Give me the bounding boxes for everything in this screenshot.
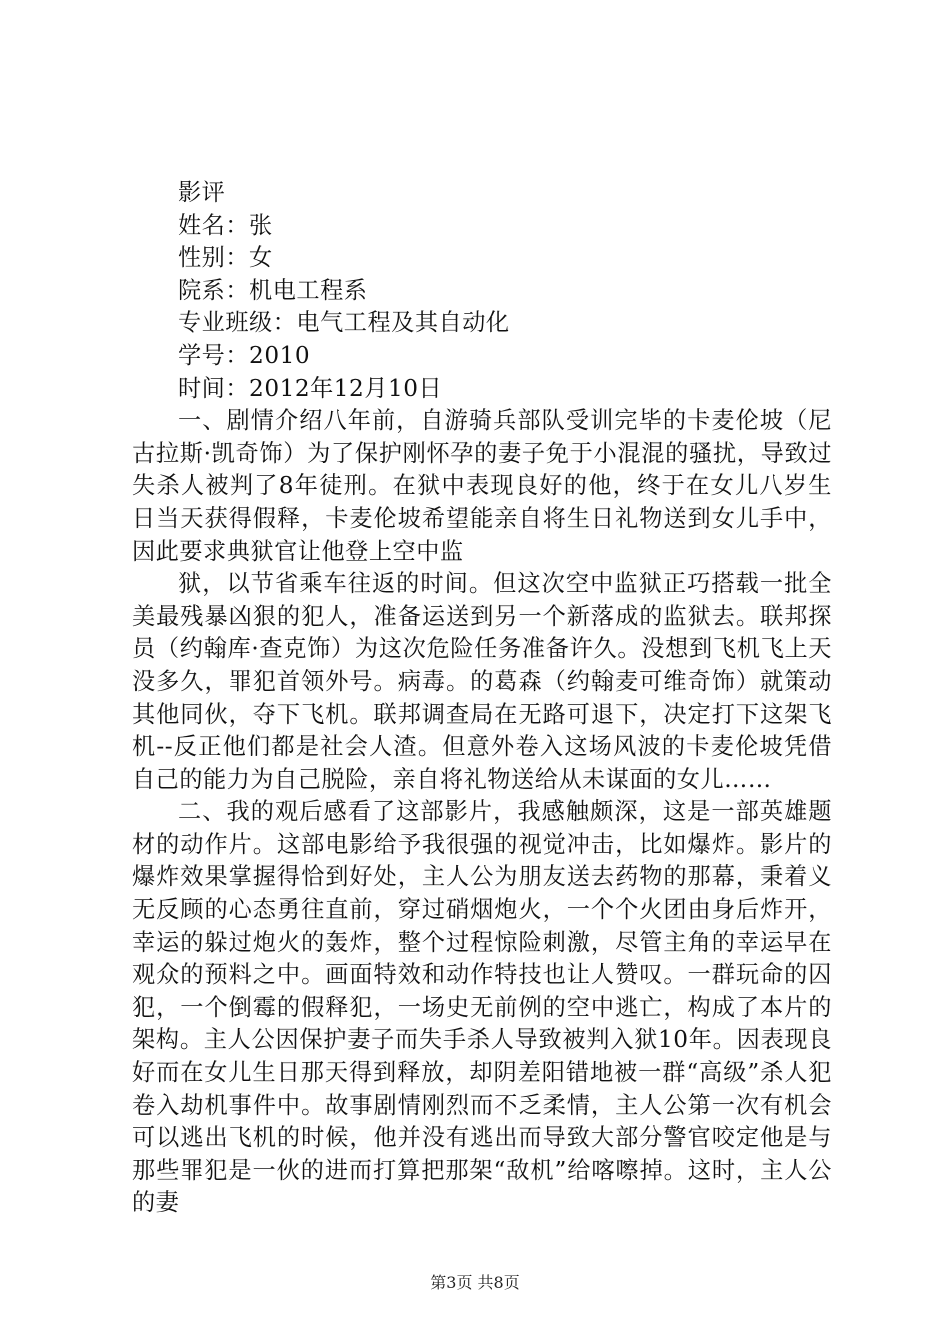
paragraph-plot-intro: 一、剧情介绍八年前，自游骑兵部队受训完毕的卡麦伦坡（尼古拉斯·凯奇饰）为了保护刚怀孕的妻子免于小混混的骚扰，导致过失杀人被判了8年徒刑。在狱中表现良好的他，终于在女儿八岁生日当天获得假释，卡麦伦坡希望能亲自将生日礼物送到女儿手中，因此要求典狱官让他登上空中监 (132, 407, 832, 565)
paragraph-review: 二、我的观后感看了这部影片，我感触颇深，这是一部英雄题材的动作片。这部电影给予我很强的视觉冲击，比如爆炸。影片的爆炸效果掌握得恰到好处，主人公为朋友送去药物的那幕，秉着义无反顾的心态勇往直前，穿过硝烟炮火，一个个火团由身后炸开，幸运的躲过炮火的轰炸，整个过程惊险刺激，尽管主角的幸运早在观众的预料之中。画面特效和动作特技也让人赞叹。一群玩命的囚犯，一个倒霉的假释犯，一场史无前例的空中逃亡，构成了本片的架构。主人公因保护妻子而失手杀人导致被判入狱10年。因表现良好而在女儿生日那天得到释放，却阴差阳错地被一群“高级”杀人犯卷入劫机事件中。故事剧情刚烈而不乏柔情，主人公第一次有机会可以逃出飞机的时候，他并没有逃出而导致大部分警官咬定他是与那些罪犯是一伙的进而打算把那架“敌机”给喀嚓掉。这时，主人公的妻 (132, 798, 832, 1217)
department-line: 院系：机电工程系 (178, 276, 368, 304)
major-class-line: 专业班级：电气工程及其自动化 (178, 309, 510, 337)
name-line: 姓名：张 (178, 211, 273, 239)
page-number-footer: 第3页 共8页 (430, 1273, 520, 1292)
time-line: 时间：2012年12月10日 (178, 374, 443, 402)
paragraph-plot-continued: 狱，以节省乘车往返的时间。但这次空中监狱正巧搭载一批全美最残暴凶狠的犯人，准备运送到另一个新落成的监狱去。联邦探员（约翰库·查克饰）为这次危险任务准备许久。没想到飞机飞上天没多久，罪犯首领外号。病毒。的葛森（约翰麦可维奇饰）就策动其他同伙，夺下飞机。联邦调查局在无路可退下，决定打下这架飞机--反正他们都是社会人渣。但意外卷入这场风波的卡麦伦坡凭借自己的能力为自己脱险，亲自将礼物送给从未谋面的女儿…… (132, 570, 832, 793)
student-id-line: 学号：2010 (178, 341, 311, 369)
doc-title: 影评 (178, 179, 226, 206)
gender-line: 性别：女 (178, 244, 273, 272)
document-body (132, 177, 832, 1220)
